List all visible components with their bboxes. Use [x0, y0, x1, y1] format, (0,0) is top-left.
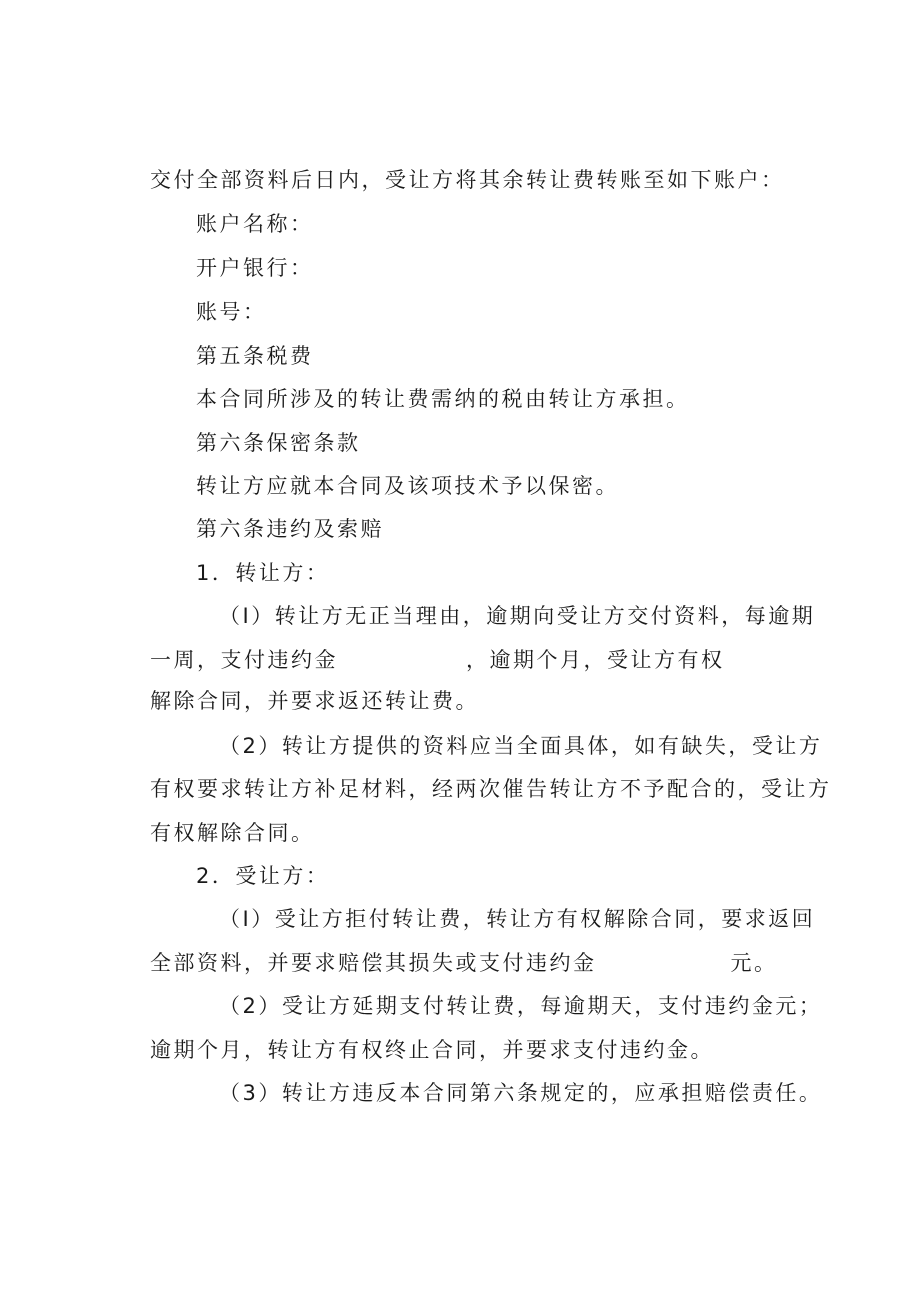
clause-transferor-1-line2: [150, 645, 725, 675]
clause-transferee-1-line2: [150, 948, 778, 978]
clause-text-part: 元。: [730, 951, 778, 975]
clause-text-part: 全部资料，并要求赔偿其损失或支付违约金: [150, 951, 597, 975]
paragraph-confidentiality: 转让方应就本合同及该项技术予以保密。: [196, 474, 619, 498]
clause-text-part: ，逾期个月，受让方有权: [466, 648, 725, 672]
subheading-transferor: 1．转让方：: [196, 561, 330, 585]
paragraph-taxes: 本合同所涉及的转让费需纳的税由转让方承担。: [196, 387, 690, 411]
field-account-number: 账号：: [196, 300, 267, 324]
clause-transferor-1-line1: （I）转让方无正当理由，逾期向受让方交付资料，每逾期: [219, 604, 816, 628]
clause-transferee-2-line2: 逾期个月，转让方有权终止合同，并要求支付违约金。: [150, 1038, 714, 1062]
clause-transferee-2-line1: （2）受让方延期支付转让费，每逾期天，支付违约金元；: [219, 994, 823, 1018]
clause-transferee-1-line1: （I）受让方拒付转让费，转让方有权解除合同，要求返回: [219, 907, 816, 931]
field-bank: 开户银行：: [196, 256, 314, 280]
heading-article-5-taxes: 第五条税费: [196, 344, 314, 368]
clause-transferor-1-line3: 解除合同，并要求返还转让费。: [150, 689, 479, 713]
paragraph-transfer-payment: 交付全部资料后日内，受让方将其余转让费转账至如下账户：: [150, 168, 785, 192]
heading-article-6-breach: 第六条违约及索赔: [196, 517, 384, 541]
clause-transferee-3-line1: （3）转让方违反本合同第六条规定的，应承担赔偿责任。: [219, 1081, 823, 1105]
clause-transferor-2-line1: （2）转让方提供的资料应当全面具体，如有缺失，受让方: [219, 734, 823, 758]
subheading-transferee: 2．受让方：: [196, 864, 330, 888]
clause-text-part: 一周，支付违约金: [150, 648, 338, 672]
clause-transferor-2-line3: 有权解除合同。: [150, 821, 315, 845]
field-account-name: 账户名称：: [196, 212, 314, 236]
clause-transferor-2-line2: 有权要求转让方补足材料，经两次催告转让方不予配合的，受让方: [150, 777, 832, 801]
heading-article-6-confidentiality: 第六条保密条款: [196, 431, 361, 455]
